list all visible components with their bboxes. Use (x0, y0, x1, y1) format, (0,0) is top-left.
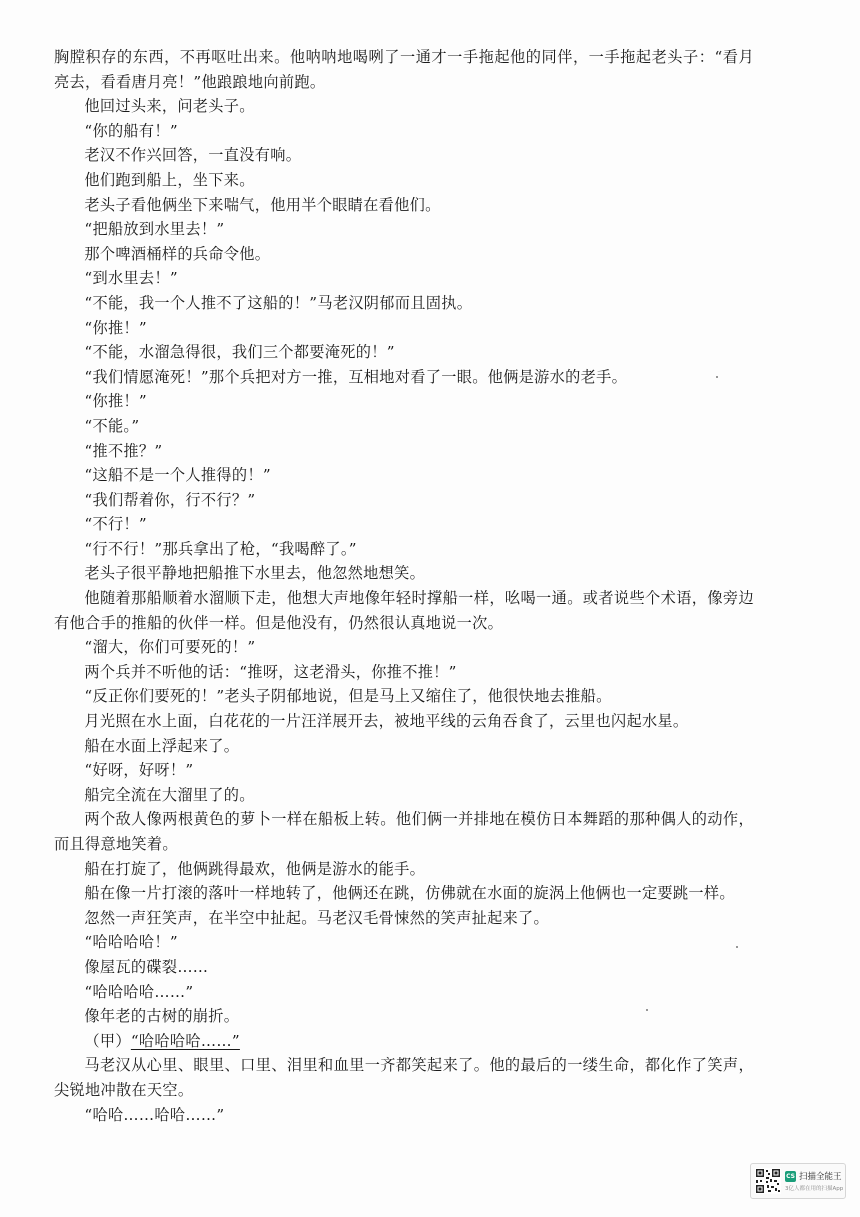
paragraph: 两个兵并不听他的话：“推呀，这老滑头，你推不推！” (84, 662, 457, 681)
paragraph: 像年老的古树的崩折。 (84, 1007, 240, 1026)
marked-label: （甲） (84, 1031, 131, 1050)
paragraph: “这船不是一个人推得的！” (84, 466, 271, 485)
scan-speck (716, 376, 718, 378)
paragraph: 月光照在水上面，白花花的一片汪洋展开去，被地平线的云角吞食了，云里也闪起水星。 (84, 712, 689, 731)
paragraph: “反正你们要死的！”老头子阴郁地说，但是马上又缩住了，他很快地去推船。 (84, 687, 612, 706)
watermark-subtitle: 3亿人都在用的扫描App (785, 1186, 844, 1192)
paragraph: 船在像一片打滚的落叶一样地转了，他俩还在跳，仿佛就在水面的旋涡上他俩也一定要跳一样。 (84, 884, 735, 903)
paragraph: “你推！” (84, 392, 147, 411)
paragraph: “哈哈……哈哈……” (84, 1105, 225, 1124)
paragraph: “行不行！”那兵拿出了枪，“我喝醉了。” (84, 539, 357, 558)
paragraph: 那个啤酒桶样的兵命令他。 (84, 244, 271, 263)
underlined-quote: “哈哈哈哈……” (130, 1031, 240, 1050)
paragraph: 忽然一声狂笑声，在半空中扯起。马老汉毛骨悚然的笑声扯起来了。 (84, 908, 550, 927)
paragraph: “我们情愿淹死！”那个兵把对方一推，互相地对看了一眼。他俩是游水的老手。 (84, 367, 628, 386)
scanner-watermark (750, 1163, 846, 1199)
qr-code-icon (755, 1168, 781, 1194)
paragraph: 两个敌人像两根黄色的萝卜一样在船板上转。他们俩一并排地在模仿日本舞蹈的那种偶人的动作，而且得意地笑着。 (54, 810, 754, 853)
paragraph: “哈哈哈哈！” (84, 933, 178, 952)
paragraph: 他回过头来，问老头子。 (84, 97, 255, 116)
paragraph: 老头子很平静地把船推下水里去，他忽然地想笑。 (84, 564, 426, 583)
paragraph: 像屋瓦的碟裂…… (84, 957, 209, 976)
story-text (54, 45, 754, 1127)
scan-speck (646, 1009, 648, 1011)
paragraph: “我们帮着你，行不行？” (84, 490, 256, 509)
paragraph: “你的船有！” (84, 121, 178, 140)
paragraph: “把船放到水里去！” (84, 220, 225, 239)
paragraph: “哈哈哈哈……” (84, 982, 194, 1001)
paragraph: 老头子看他俩坐下来喘气，他用半个眼睛在看他们。 (84, 195, 441, 214)
paragraph: “好呀，好呀！” (84, 761, 194, 780)
paragraph: “不行！” (84, 515, 147, 534)
paragraph: 船在水面上浮起来了。 (84, 736, 240, 755)
paragraph: “推不推？” (84, 441, 163, 460)
paragraph: “到水里去！” (84, 269, 178, 288)
paragraph: 老汉不作兴回答，一直没有响。 (84, 146, 302, 165)
paragraph: “不能，我一个人推不了这船的！”马老汉阴郁而且固执。 (84, 293, 473, 312)
watermark-title: 扫描全能王 (799, 1172, 842, 1182)
paragraph: 他们跑到船上，坐下来。 (84, 170, 255, 189)
paragraph: “不能。” (84, 416, 140, 435)
scan-speck (736, 946, 738, 948)
paragraph: 他随着那船顺着水溜顺下走，他想大声地像年轻时撑船一样，吆喝一通。或者说些个术语，像旁边有他合手的推船的伙伴一样。但是他没有，仍然很认真地说一次。 (54, 589, 754, 632)
paragraph: “不能，水溜急得很，我们三个都要淹死的！” (84, 343, 395, 362)
paragraph: 胸膛积存的东西，不再呕吐出来。他呐呐地喝咧了一通才一手拖起他的同伴，一手拖起老头子：“看月亮去，看看唐月亮！”他踉踉地向前跑。 (54, 48, 754, 91)
paragraph: “你推！” (84, 318, 147, 337)
paragraph: “溜大，你们可要死的！” (84, 638, 256, 657)
paragraph: 船完全流在大溜里了的。 (84, 785, 255, 804)
paragraph: 马老汉从心里、眼里、口里、泪里和血里一齐都笑起来了。他的最后的一缕生命，都化作了笑声，尖锐地冲散在天空。 (54, 1056, 754, 1099)
camscanner-logo-icon: CS (786, 1172, 795, 1180)
marked-line (54, 1029, 754, 1054)
paragraph: 船在打旋了，他俩跳得最欢，他俩是游水的能手。 (84, 859, 426, 878)
